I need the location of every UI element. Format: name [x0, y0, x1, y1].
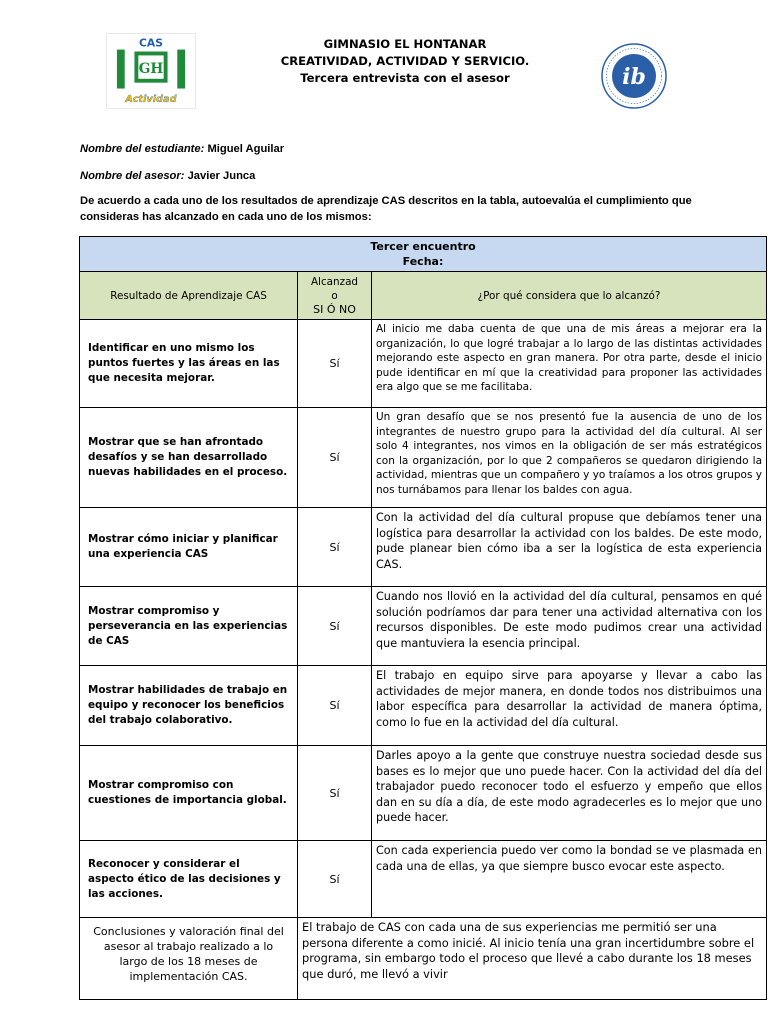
student-name-value: Miguel Aguilar	[207, 143, 285, 155]
header-achieved-line-3: SI Ó NO	[313, 302, 356, 316]
table-row	[80, 841, 767, 918]
table-header-row	[80, 272, 767, 320]
title-line-interview: Tercera entrevista con el asesor	[300, 71, 510, 85]
header-achieved-line-1: Alcanzad	[310, 275, 359, 288]
encounter-row	[80, 237, 767, 272]
cas-logo-top-text: CAS	[139, 36, 163, 50]
cas-logo-center-text: GH	[138, 60, 164, 77]
result-cell: Identificar en uno mismo los puntos fuertes y las áreas en las que necesita mejorar.	[80, 320, 298, 408]
advisor-name-label: Nombre del asesor:	[80, 170, 185, 182]
table-row	[80, 408, 767, 508]
header-why: ¿Por qué considera que lo alcanzó?	[372, 272, 767, 320]
ib-logo-center-text: ib	[622, 64, 646, 90]
student-name-label: Nombre del estudiante:	[80, 143, 205, 155]
achieved-cell: Sí	[298, 320, 372, 408]
why-cell: Un gran desafío que se nos presentó fue la ausencia de uno de los integrantes de nuestro grupo para la actividad del día cultural. Al ser solo 4 integrantes, nos vimos en la obligación de ser más estratégicos con la organización, por lo que 2 compañeros se quedaron dirigiendo la actividad, mientras que un compañero y yo traíamos a los otros grupos y nos turnábamos para llenar los baldes con agua.	[372, 408, 767, 508]
document-title	[210, 36, 600, 87]
why-cell: El trabajo en equipo sirve para apoyarse y llevar a cabo las actividades de mejor manera, en donde todos nos distribuimos una labor específica para desarrollar la actividad de manera óptima, como lo fue en la actividad del día cultural.	[372, 666, 767, 746]
title-line-program: CREATIVIDAD, ACTIVIDAD Y SERVICIO.	[280, 54, 530, 68]
cas-logo	[106, 33, 196, 109]
result-cell: Mostrar cómo iniciar y planificar una experiencia CAS	[80, 508, 298, 587]
table-row	[80, 666, 767, 746]
title-line-school: GIMNASIO EL HONTANAR	[323, 37, 487, 51]
encounter-date-label: Fecha:	[402, 255, 444, 268]
header-achieved-line-2: o	[331, 289, 338, 302]
why-cell: Con cada experiencia puedo ver como la bondad se ve plasmada en cada una de ellas, ya que siempre busco evocar este aspecto.	[372, 841, 767, 918]
header-achieved	[298, 272, 372, 320]
result-cell: Mostrar que se han afrontado desafíos y se han desarrollado nuevas habilidades en el proceso.	[80, 408, 298, 508]
table-row	[80, 508, 767, 587]
achieved-cell: Sí	[298, 746, 372, 841]
advisor-name-line	[80, 170, 740, 182]
why-cell: Con la actividad del día cultural propuse que debíamos tener una logística para desarrollar la actividad con los baldes. De este modo, pude planear bien cómo iba a ser la logística de esta experiencia CAS.	[372, 508, 767, 587]
encounter-cell	[80, 237, 767, 272]
cas-evaluation-table	[79, 236, 767, 1000]
conclusion-label: Conclusiones y valoración final del asesor al trabajo realizado a lo largo de los 18 meses de implementación CAS.	[80, 918, 298, 1000]
result-cell: Mostrar compromiso y perseverancia en las experiencias de CAS	[80, 587, 298, 666]
student-name-line	[80, 143, 740, 155]
encounter-title: Tercer encuentro	[370, 240, 476, 253]
achieved-cell: Sí	[298, 508, 372, 587]
document-header	[0, 30, 768, 120]
why-cell: Al inicio me daba cuenta de que una de mis áreas a mejorar era la organización, lo que logré trabajar a lo largo de las distintas actividades mejorando este aspecto en gran manera. Por otra parte, desde el inicio pude identificar en mí que la creatividad para proponer las actividades era algo que se me facilitaba.	[372, 320, 767, 408]
conclusion-row	[80, 918, 767, 1000]
result-cell: Mostrar habilidades de trabajo en equipo y reconocer los beneficios del trabajo colaborativo.	[80, 666, 298, 746]
table-row	[80, 746, 767, 841]
table-row	[80, 587, 767, 666]
why-cell: Cuando nos llovió en la actividad del día cultural, pensamos en qué solución podríamos dar para tener una actividad alternativa con los recursos disponibles. De este modo pudimos crear una actividad que mantuviera la esencia principal.	[372, 587, 767, 666]
achieved-cell: Sí	[298, 841, 372, 918]
advisor-name-value: Javier Junca	[187, 170, 256, 182]
table-row	[80, 320, 767, 408]
instructions-text: De acuerdo a cada uno de los resultados de aprendizaje CAS descritos en la tabla, autoevalúa el cumplimiento que consideras has alcanzado en cada uno de los mismos:	[80, 195, 692, 223]
result-cell: Mostrar compromiso con cuestiones de importancia global.	[80, 746, 298, 841]
achieved-cell: Sí	[298, 408, 372, 508]
achieved-cell: Sí	[298, 587, 372, 666]
header-result: Resultado de Aprendizaje CAS	[80, 272, 298, 320]
conclusion-text: El trabajo de CAS con cada una de sus experiencias me permitió ser una persona diferente a como inicié. Al inicio tenía una gran incertidumbre sobre el programa, sin embargo todo el proceso que llevé a cabo durante los 18 meses que duró, me llevó a vivir	[298, 918, 767, 1000]
result-cell: Reconocer y considerar el aspecto ético de las decisiones y las acciones.	[80, 841, 298, 918]
achieved-cell: Sí	[298, 666, 372, 746]
cas-logo-bottom-text: Actividad	[125, 94, 177, 106]
ib-logo	[600, 42, 668, 110]
why-cell: Darles apoyo a la gente que construye nuestra sociedad desde sus bases es lo mejor que uno puede hacer. Con la actividad del día del trabajador puedo reconocer todo el esfuerzo y empeño que ellos dan en su día a día, de este modo agradecerles es lo mejor que uno puede hacer.	[372, 746, 767, 841]
